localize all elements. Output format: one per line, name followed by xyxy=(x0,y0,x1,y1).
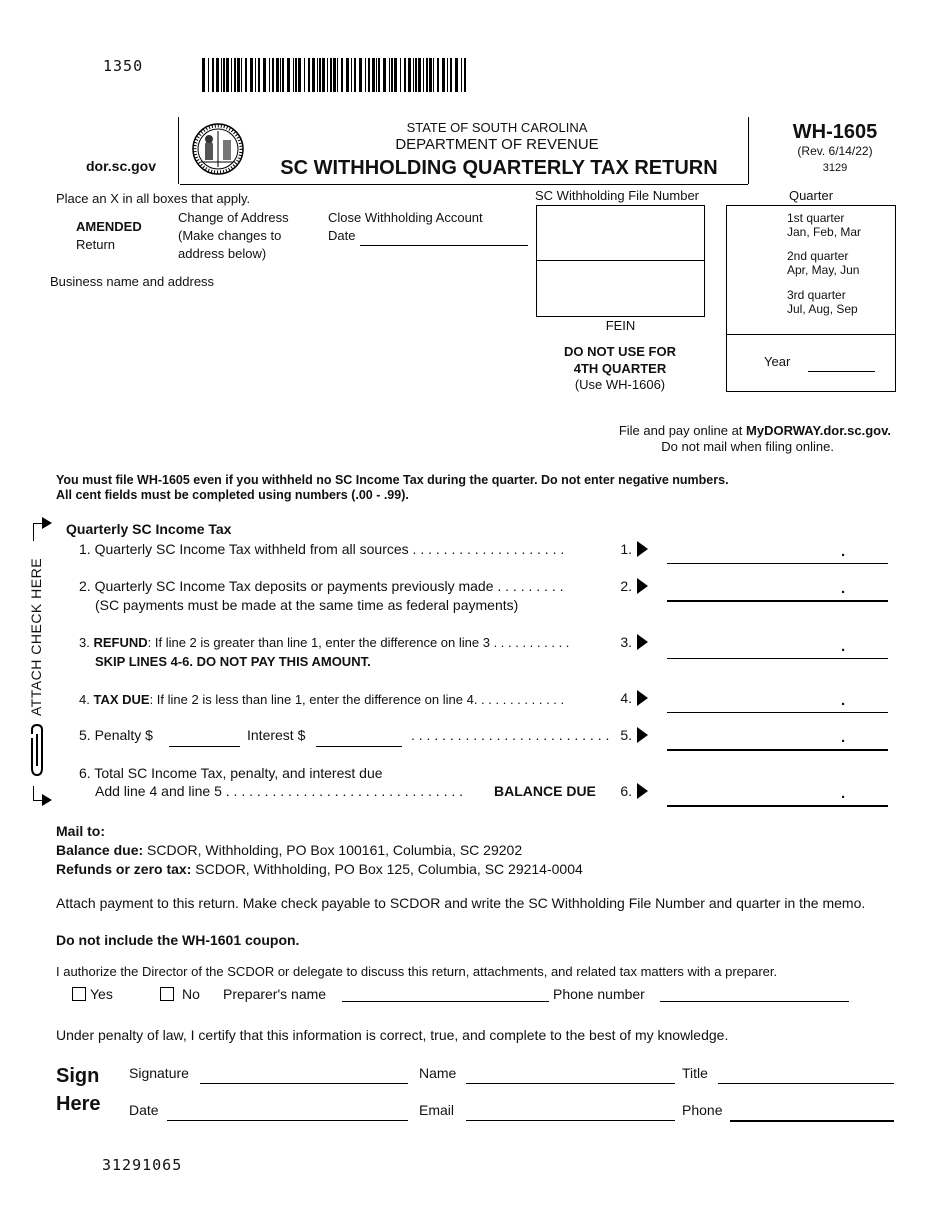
department-name: DEPARTMENT OF REVENUE xyxy=(395,136,599,153)
yes-label: Yes xyxy=(90,986,113,1002)
certification-text: Under penalty of law, I certify that this information is correct, true, and complete to the best of my knowledge. xyxy=(56,1027,729,1043)
line-3-label xyxy=(79,635,569,650)
signature-field[interactable] xyxy=(200,1083,408,1084)
quarter-name: 3rd quarter xyxy=(787,288,846,302)
line-6-amount-field[interactable] xyxy=(667,805,888,807)
line-6-sublabel xyxy=(95,783,463,799)
quarter-months: Jul, Aug, Sep xyxy=(787,302,858,316)
balance-due-label: BALANCE DUE xyxy=(494,783,596,799)
preparer-phone-field[interactable] xyxy=(660,1001,849,1002)
email-label: Email xyxy=(419,1102,455,1118)
balance-due-address xyxy=(56,842,522,858)
line-6-number: 6. xyxy=(620,783,632,799)
refund-label: REFUND xyxy=(93,635,148,650)
interest-label: Interest $ xyxy=(247,727,306,743)
penalty-field[interactable] xyxy=(169,746,240,747)
fein-field[interactable] xyxy=(536,260,705,317)
year-label: Year xyxy=(764,354,791,369)
quarter-months: Apr, May, Jun xyxy=(787,263,860,277)
name-label: Name xyxy=(419,1065,457,1081)
line-3-subtext: SKIP LINES 4-6. DO NOT PAY THIS AMOUNT. xyxy=(95,654,371,669)
fein-label: FEIN xyxy=(605,318,636,333)
balance-due-mail-address: SCDOR, Withholding, PO Box 100161, Columbia, SC 29202 xyxy=(143,842,523,858)
form-title: SC WITHHOLDING QUARTERLY TAX RETURN xyxy=(280,157,718,179)
coupon-note: Do not include the WH-1601 coupon. xyxy=(56,932,300,948)
line-4-text: : If line 2 is less than line 1, enter the difference on line 4 xyxy=(149,692,474,707)
change-address-line: address below) xyxy=(178,246,267,261)
quarter-option-2[interactable] xyxy=(787,249,859,277)
close-account-option[interactable] xyxy=(328,209,483,245)
date-field[interactable] xyxy=(167,1120,408,1121)
attach-check-label: ATTACH CHECK HERE xyxy=(28,557,44,717)
online-prefix: File and pay online at xyxy=(618,423,747,438)
online-filing-note xyxy=(540,423,891,438)
preparer-phone-label: Phone number xyxy=(553,986,645,1002)
no-label: No xyxy=(182,986,200,1002)
amended-label: AMENDED xyxy=(76,219,142,234)
attach-payment-note: Attach payment to this return. Make check payable to SCDOR and write the SC Withholding File Number and quarter in the memo. xyxy=(56,895,866,911)
line-1-text: 1. Quarterly SC Income Tax withheld from all sources xyxy=(79,541,409,557)
state-name: STATE OF SOUTH CAROLINA xyxy=(406,120,588,135)
leader-dots: . . . . . . . . . . . . . xyxy=(473,692,565,707)
line-4-label xyxy=(79,692,564,707)
leader-dots: . . . . . . . . . xyxy=(493,578,564,594)
quarter-name: 1st quarter xyxy=(787,211,845,225)
line-3-amount-field[interactable] xyxy=(667,658,888,659)
refund-address xyxy=(56,861,583,877)
authorize-yes-checkbox[interactable] xyxy=(72,987,86,1001)
title-field[interactable] xyxy=(718,1083,894,1084)
quarter-option-1[interactable] xyxy=(787,211,861,239)
year-field[interactable] xyxy=(808,371,875,372)
quarter-option-3[interactable] xyxy=(787,288,858,316)
preparer-name-field[interactable] xyxy=(342,1001,549,1002)
tax-section-title: Quarterly SC Income Tax xyxy=(66,521,232,537)
mydorway-link[interactable]: MyDORWAY.dor.sc.gov. xyxy=(746,423,891,438)
form-code: 3129 xyxy=(822,162,848,174)
filing-notice xyxy=(56,473,729,503)
email-field[interactable] xyxy=(466,1120,675,1121)
line-6-label: 6. Total SC Income Tax, penalty, and interest due xyxy=(79,765,383,781)
line-2-text: 2. Quarterly SC Income Tax deposits or payments previously made xyxy=(79,578,494,594)
date-label: Date xyxy=(129,1102,159,1118)
line-5-number: 5. xyxy=(620,727,632,743)
close-date-field[interactable] xyxy=(360,245,528,246)
change-address-line: Change of Address xyxy=(178,210,289,225)
line-3-number: 3. xyxy=(620,634,632,650)
preparer-name-label: Preparer's name xyxy=(223,986,327,1002)
balance-due-mail-label: Balance due: xyxy=(56,842,144,858)
line-5-amount-field[interactable] xyxy=(667,749,888,751)
return-label: Return xyxy=(76,237,116,252)
line-arrow-icon xyxy=(637,634,648,650)
quarter-label: Quarter xyxy=(788,188,834,203)
line-arrow-icon xyxy=(637,541,648,557)
leader-dots: . . . . . . . . . . . . . . . . . . . . . . . . . . . . . . . xyxy=(221,783,464,799)
box-instruction: Place an X in all boxes that apply. xyxy=(56,191,251,206)
notice-line: All cent fields must be completed using numbers (.00 - .99). xyxy=(56,488,409,502)
line-1-label xyxy=(79,541,564,557)
footer-form-code: 31291065 xyxy=(102,1156,183,1174)
decimal-point: . xyxy=(841,785,846,802)
use-wh1606-note: (Use WH-1606) xyxy=(574,377,666,392)
authorize-no-checkbox[interactable] xyxy=(160,987,174,1001)
line-arrow-icon xyxy=(637,690,648,706)
leader-dots: . . . . . . . . . . . . . . . . . . . . xyxy=(408,541,565,557)
line-2-amount-field[interactable] xyxy=(667,600,888,602)
interest-field[interactable] xyxy=(316,746,402,747)
phone-label: Phone xyxy=(682,1102,723,1118)
business-name-label: Business name and address xyxy=(50,274,215,289)
form-number: WH-1605 xyxy=(792,121,878,143)
close-date-label: Date xyxy=(328,228,356,243)
line-3-text: : If line 2 is greater than line 1, enter the difference on line 3 xyxy=(147,635,490,650)
line-4-prefix: 4. xyxy=(79,692,94,707)
mail-to-label: Mail to: xyxy=(56,823,105,839)
quarter-months: Jan, Feb, Mar xyxy=(787,225,862,239)
authorization-text: I authorize the Director of the SCDOR or delegate to discuss this return, attachments, and related tax matters with a preparer. xyxy=(56,964,778,979)
line-arrow-icon xyxy=(637,578,648,594)
online-mail-note: Do not mail when filing online. xyxy=(661,439,834,454)
line-4-amount-field[interactable] xyxy=(667,712,888,713)
warning-line: 4TH QUARTER xyxy=(573,361,667,376)
close-account-label: Close Withholding Account xyxy=(328,210,483,225)
sign-here-label xyxy=(56,1062,100,1118)
notice-line: You must file WH-1605 even if you withheld no SC Income Tax during the quarter. Do not enter negative numbers. xyxy=(56,473,729,487)
line-1-amount-field[interactable] xyxy=(667,563,888,564)
paperclip-icon xyxy=(26,722,48,780)
line-2-number: 2. xyxy=(620,578,632,594)
change-address-line: (Make changes to xyxy=(178,228,282,243)
state-seal-icon xyxy=(191,122,245,176)
decimal-point: . xyxy=(841,580,846,597)
phone-field[interactable] xyxy=(730,1120,894,1122)
line-arrow-icon xyxy=(637,727,648,743)
decimal-point: . xyxy=(841,729,846,746)
name-field[interactable] xyxy=(466,1083,675,1084)
penalty-label: 5. Penalty $ xyxy=(79,727,153,743)
top-form-code: 1350 xyxy=(103,57,144,75)
decimal-point: . xyxy=(841,692,846,709)
title-label: Title xyxy=(682,1065,708,1081)
attach-arrow-icon xyxy=(42,517,52,529)
website: dor.sc.gov xyxy=(86,158,157,174)
attach-arrow-icon xyxy=(42,794,52,806)
line-6-subtext: Add line 4 and line 5 xyxy=(95,783,222,799)
leader-dots: . . . . . . . . . . . xyxy=(489,635,570,650)
refund-mail-address: SCDOR, Withholding, PO Box 125, Columbia, SC 29214-0004 xyxy=(191,861,583,877)
barcode xyxy=(200,58,470,92)
fourth-quarter-warning xyxy=(520,343,720,377)
sign-label: Sign xyxy=(56,1065,100,1087)
line-1-number: 1. xyxy=(620,541,632,557)
line-2-subtext: (SC payments must be made at the same time as federal payments) xyxy=(95,597,519,613)
file-number-field[interactable] xyxy=(536,205,705,261)
decimal-point: . xyxy=(841,543,846,560)
line-arrow-icon xyxy=(637,783,648,799)
here-label: Here xyxy=(56,1093,101,1115)
revision-date: (Rev. 6/14/22) xyxy=(797,144,873,158)
refund-mail-label: Refunds or zero tax: xyxy=(56,861,192,877)
amended-return-option[interactable] xyxy=(76,218,142,254)
warning-line: DO NOT USE FOR xyxy=(564,344,676,359)
line-4-number: 4. xyxy=(620,690,632,706)
leader-dots: . . . . . . . . . . . . . . . . . . . . . . . . . . xyxy=(411,727,610,743)
quarter-name: 2nd quarter xyxy=(787,249,849,263)
tax-due-label: TAX DUE xyxy=(93,692,150,707)
decimal-point: . xyxy=(841,638,846,655)
signature-label: Signature xyxy=(129,1065,189,1081)
line-3-prefix: 3. xyxy=(79,635,94,650)
change-of-address-option[interactable] xyxy=(178,209,289,263)
line-2-label xyxy=(79,578,564,594)
file-number-label: SC Withholding File Number xyxy=(535,188,700,203)
